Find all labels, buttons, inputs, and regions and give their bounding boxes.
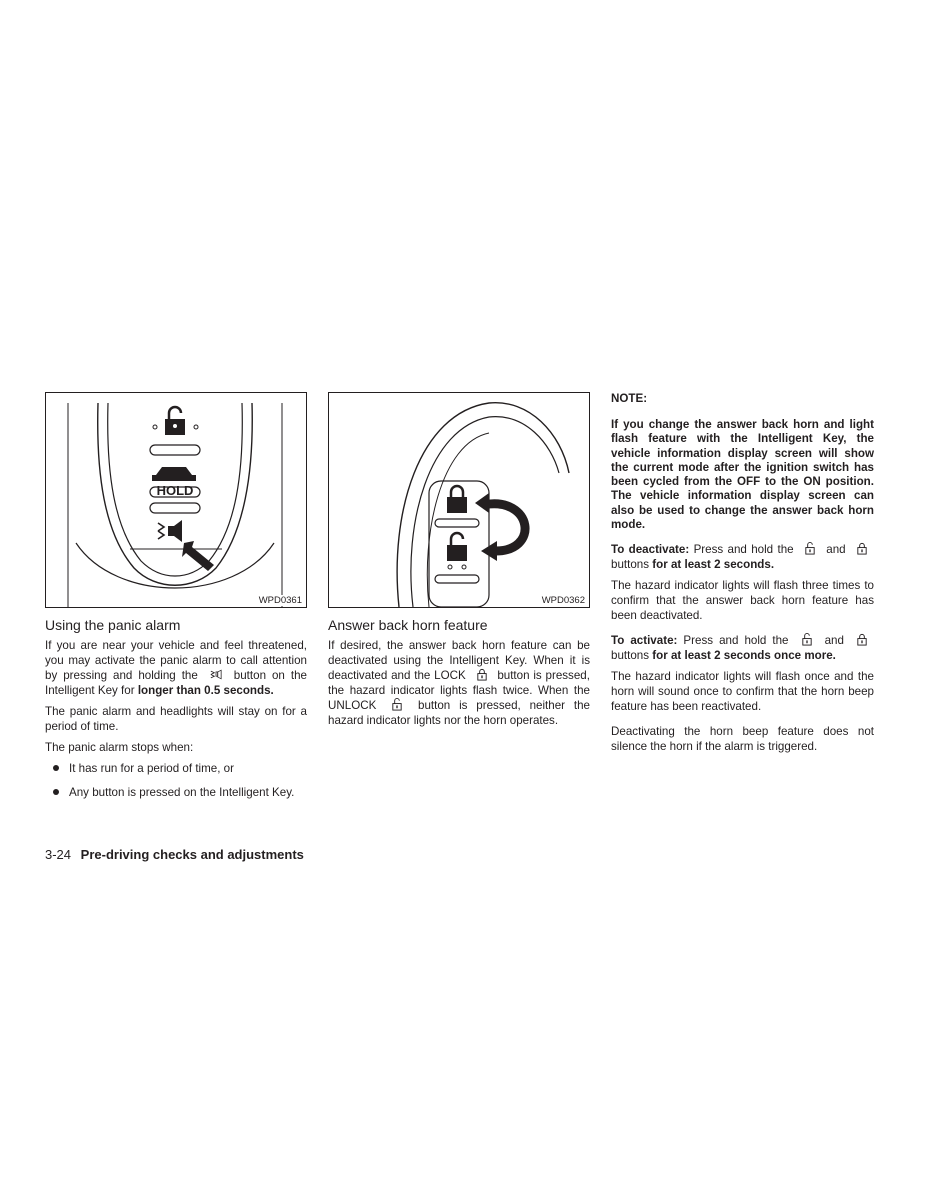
text: Press and hold the <box>683 634 789 648</box>
note-title: NOTE: <box>611 392 648 405</box>
emphasis: longer than 0.5 seconds. <box>137 684 274 697</box>
paragraph: The hazard indicator lights will flash three times to confirm that the answer back horn feature has been deactivated. <box>611 579 874 623</box>
list-item-text: It has run for a period of time, or <box>69 762 234 775</box>
paragraph-activate <box>611 633 874 663</box>
bullet-icon <box>53 789 59 795</box>
paragraph <box>45 638 307 698</box>
text: and <box>824 634 844 648</box>
text: and <box>826 543 846 557</box>
heading-answer-back: Answer back horn feature <box>328 617 488 633</box>
figure-panic-alarm <box>45 392 307 608</box>
text: button on the Intelligent Key for <box>45 669 307 697</box>
panic-icon <box>158 520 182 542</box>
page-number: 3-24 <box>45 847 72 862</box>
deactivate-label: To deactivate: <box>611 543 690 557</box>
bullet-list <box>45 761 307 800</box>
lock-icon <box>476 668 488 681</box>
text: button is pressed, the hazard indicator lights flash twice. When the UNLOCK <box>328 669 590 712</box>
lock-icon <box>856 633 868 646</box>
hold-label: HOLD <box>156 483 194 498</box>
lock-icon <box>856 542 868 555</box>
note-body: If you change the answer back horn and light flash feature with the Intelligent Key, the vehicle information display screen will show the current mode after the ignition switch has been cycled from the OFF to the ON position. The vehicle information display screen can also be used to change the answer back horn mode. <box>611 418 874 532</box>
figure-code: WPD0362 <box>541 595 585 606</box>
paragraph: The panic alarm stops when: <box>45 741 194 754</box>
paragraph: The panic alarm and headlights will stay on for a period of time. <box>45 705 307 733</box>
figure-answer-back <box>328 392 590 608</box>
unlock-icon <box>391 698 403 711</box>
paragraph-deactivate <box>611 542 874 572</box>
column-note <box>611 392 874 760</box>
paragraph: Deactivating the horn beep feature does not silence the horn if the alarm is triggered. <box>611 725 874 754</box>
trunk-icon <box>152 467 196 481</box>
text: buttons <box>611 649 650 663</box>
text: If desired, the answer back horn feature can be deactivated using the Intelligent Key. When it is deactivated and the LOCK <box>328 639 590 682</box>
heading-panic-alarm: Using the panic alarm <box>45 617 181 633</box>
paragraph <box>328 638 590 728</box>
bullet-icon <box>53 765 59 771</box>
emphasis: for at least 2 seconds. <box>652 558 775 572</box>
text: buttons <box>611 558 650 572</box>
page-footer <box>45 847 304 863</box>
activate-label: To activate: <box>611 634 678 648</box>
unlock-icon <box>447 545 467 561</box>
key-fob-lock-illustration <box>329 393 589 607</box>
emphasis: for at least 2 seconds once more. <box>652 649 836 663</box>
paragraph: The hazard indicator lights will flash once and the horn will sound once to confirm that the horn beep feature has been reactivated. <box>611 670 874 714</box>
column-answer-back <box>328 392 590 734</box>
text: If you are near your vehicle and feel threatened, you may activate the panic alarm to call attention by pressing and holding the <box>45 639 307 682</box>
arrow-icon <box>182 541 214 571</box>
figure-code: WPD0361 <box>258 595 302 606</box>
panic-icon <box>210 668 222 681</box>
column-panic-alarm <box>45 392 307 809</box>
lock-icon <box>447 497 467 513</box>
list-item-text: Any button is pressed on the Intelligent Key. <box>69 786 295 799</box>
key-fob-panic-illustration <box>46 393 306 607</box>
text: Press and hold the <box>693 543 794 557</box>
unlock-icon <box>801 633 813 646</box>
text: button is pressed, neither the hazard indicator lights nor the horn operates. <box>328 699 590 727</box>
unlock-icon <box>804 542 816 555</box>
list-item <box>45 785 307 800</box>
section-title: Pre-driving checks and adjustments <box>80 847 304 862</box>
list-item <box>45 761 307 776</box>
